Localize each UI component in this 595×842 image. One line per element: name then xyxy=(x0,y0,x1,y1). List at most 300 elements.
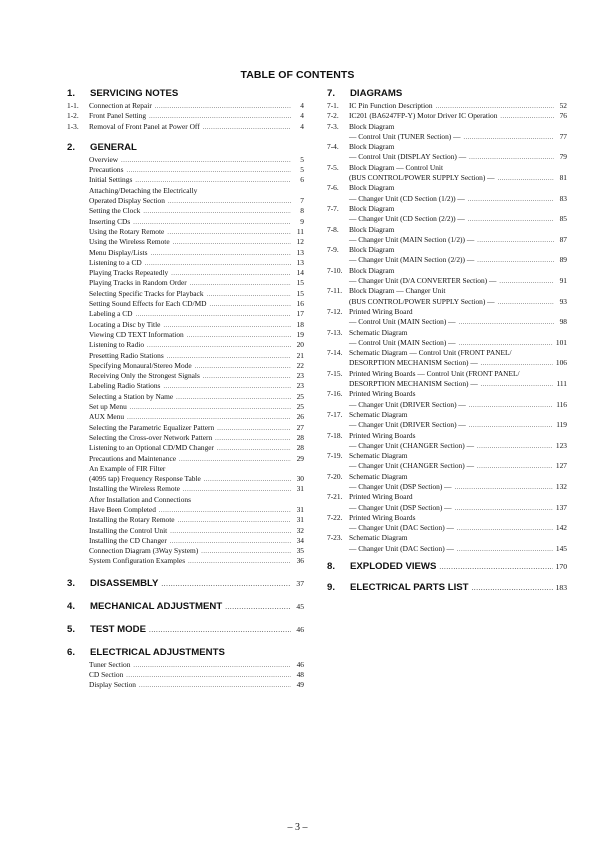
dot-leader xyxy=(130,403,291,413)
entry-title: — Changer Unit (CHANGER Section) — xyxy=(349,461,475,471)
toc-entry xyxy=(67,392,304,402)
entry-title: Schematic Diagram xyxy=(349,533,408,543)
entry-title: Schematic Diagram xyxy=(349,471,408,481)
entry-page: 19 xyxy=(296,329,304,339)
dot-leader xyxy=(168,197,291,207)
entry-title: Block Diagram xyxy=(349,142,395,152)
section-title: DIAGRAMS xyxy=(350,88,403,99)
entry-number: 1-3. xyxy=(67,121,79,131)
entry-page: 48 xyxy=(296,670,304,680)
entry-title: Playing Tracks in Random Order xyxy=(89,278,187,288)
entry-page: 25 xyxy=(296,391,304,401)
dot-leader xyxy=(155,102,291,112)
toc-entry xyxy=(327,358,567,368)
entry-page: 31 xyxy=(296,504,304,514)
dot-leader xyxy=(477,236,554,246)
toc-entry xyxy=(327,369,567,379)
entry-title: Labeling Radio Stations xyxy=(89,381,161,391)
entry-title: Block Diagram xyxy=(349,121,395,131)
entry-number: 7-15. xyxy=(327,368,343,378)
entry-page: 15 xyxy=(296,288,304,298)
toc-entry xyxy=(327,152,567,162)
entry-page: 20 xyxy=(296,340,304,350)
entry-title: (BUS CONTROL/POWER SUPPLY Section) — xyxy=(349,296,495,306)
entry-title: Attaching/Detaching the Electrically xyxy=(89,185,198,195)
toc-entry xyxy=(327,132,567,142)
toc-entry xyxy=(327,225,567,235)
dot-leader xyxy=(176,393,291,403)
entry-number: 7-6. xyxy=(327,183,339,193)
entry-page: 34 xyxy=(296,535,304,545)
toc-entry xyxy=(327,101,567,111)
entry-page: 127 xyxy=(555,461,567,471)
entry-number: 7-18. xyxy=(327,430,343,440)
entry-page: 116 xyxy=(556,399,567,409)
toc-entry xyxy=(67,268,304,278)
entry-page: 14 xyxy=(296,268,304,278)
entry-title: Printed Wiring Boards xyxy=(349,430,416,440)
entry-page: 101 xyxy=(555,337,567,347)
toc-entry xyxy=(327,431,567,441)
entry-title: Overview xyxy=(89,154,119,164)
entry-page: 29 xyxy=(296,453,304,463)
dot-leader xyxy=(215,434,291,444)
entry-number: 7-7. xyxy=(327,203,339,213)
toc-section xyxy=(327,87,567,554)
entry-title: Listening to a CD xyxy=(89,257,142,267)
entry-number: 7-3. xyxy=(327,121,339,131)
entry-page: 91 xyxy=(559,276,567,286)
entry-title: Playing Tracks Repeatedly xyxy=(89,268,169,278)
entry-page: 31 xyxy=(296,515,304,525)
toc-entry xyxy=(327,338,567,348)
entry-page: 87 xyxy=(559,234,567,244)
section-number: 9. xyxy=(327,582,336,594)
entry-title: Menu Display/Lists xyxy=(89,247,148,257)
toc-section xyxy=(67,600,304,614)
toc-entry xyxy=(327,255,567,265)
entry-number: 7-20. xyxy=(327,471,343,481)
entry-title: Using the Wireless Remote xyxy=(89,237,170,247)
entry-title: — Control Unit (MAIN Section) — xyxy=(349,317,456,327)
toc-entry xyxy=(327,533,567,543)
entry-title: Precautions xyxy=(89,165,124,175)
entry-number: 7-22. xyxy=(327,512,343,522)
entry-page: 119 xyxy=(556,420,567,430)
entry-title: Connection Diagram (3Way System) xyxy=(89,546,199,556)
entry-page: 98 xyxy=(559,317,567,327)
toc-entry xyxy=(327,503,567,513)
entry-page: 30 xyxy=(296,474,304,484)
toc-entry xyxy=(327,379,567,389)
entry-page: 25 xyxy=(296,402,304,412)
dot-leader xyxy=(187,331,291,341)
toc-entry xyxy=(67,122,304,132)
entry-page: 23 xyxy=(296,371,304,381)
entry-title: Block Diagram xyxy=(349,183,395,193)
section-page: 37 xyxy=(296,578,304,588)
entry-page: 15 xyxy=(296,278,304,288)
toc-entry xyxy=(67,495,304,505)
dot-leader xyxy=(457,524,553,534)
dot-leader xyxy=(161,577,291,591)
toc-entry xyxy=(67,351,304,361)
dot-leader xyxy=(439,560,552,574)
entry-title: Have Been Completed xyxy=(89,504,156,514)
dot-leader xyxy=(468,195,554,205)
toc-entry xyxy=(67,320,304,330)
entry-title: System Configuration Examples xyxy=(89,556,186,566)
entry-page: 5 xyxy=(300,154,304,164)
entry-title: Block Diagram xyxy=(349,224,395,234)
toc-entry xyxy=(67,412,304,422)
toc-entry xyxy=(67,536,304,546)
entry-title: — Changer Unit (CHANGER Section) — xyxy=(349,440,475,450)
entry-page: 31 xyxy=(296,484,304,494)
entry-title: Block Diagram — Changer Unit xyxy=(349,286,446,296)
dot-leader xyxy=(455,504,553,514)
dot-leader xyxy=(481,380,554,390)
entry-title: Front Panel Setting xyxy=(89,111,147,121)
section-page: 183 xyxy=(555,583,567,593)
toc-entry xyxy=(67,484,304,494)
entry-title: Setting the Clock xyxy=(89,206,141,216)
dot-leader xyxy=(203,372,291,382)
entry-title: Using the Rotary Remote xyxy=(89,226,165,236)
toc-entry xyxy=(327,451,567,461)
toc-entry xyxy=(327,163,567,173)
toc-entry xyxy=(67,556,304,566)
dot-leader xyxy=(190,279,291,289)
entry-title: — Changer Unit (CD Section (2/2)) — xyxy=(349,214,465,224)
toc-entry xyxy=(67,381,304,391)
entry-page: 6 xyxy=(300,175,304,185)
dot-leader xyxy=(468,215,554,225)
dot-leader xyxy=(209,300,291,310)
dot-leader xyxy=(195,362,291,372)
entry-page: 13 xyxy=(296,247,304,257)
entry-title: — Changer Unit (DAC Section) — xyxy=(349,543,454,553)
toc-entry xyxy=(327,111,567,121)
entry-number: 7-12. xyxy=(327,306,343,316)
entry-title: Labeling a CD xyxy=(89,309,133,319)
entry-title: Schematic Diagram xyxy=(349,451,408,461)
entry-page: 4 xyxy=(300,111,304,121)
section-number: 1. xyxy=(67,88,76,99)
entry-number: 1-2. xyxy=(67,111,79,121)
toc-entry xyxy=(67,186,304,196)
entry-title: Printed Wiring Board xyxy=(349,492,413,502)
entry-page: 28 xyxy=(296,443,304,453)
dot-leader xyxy=(151,249,291,259)
toc-entry xyxy=(67,371,304,381)
entry-title: DESORPTION MECHANISM Section) — xyxy=(349,358,478,368)
entry-title: Installing the CD Changer xyxy=(89,535,167,545)
entry-title: Listening to an Optional CD/MD Changer xyxy=(89,443,215,453)
dot-leader xyxy=(121,156,291,166)
entry-title: Setting Sound Effects for Each CD/MD xyxy=(89,299,207,309)
toc-entry xyxy=(67,515,304,525)
section-title: GENERAL xyxy=(90,141,137,153)
entry-page: 137 xyxy=(555,502,567,512)
entry-title: Schematic Diagram xyxy=(349,409,408,419)
dot-leader xyxy=(469,401,553,411)
toc-column-left xyxy=(67,87,304,691)
entry-title: CD Section xyxy=(89,670,124,680)
page-title: TABLE OF CONTENTS xyxy=(240,69,355,81)
toc-entry xyxy=(67,526,304,536)
toc-column-right xyxy=(327,87,567,595)
entry-page: 76 xyxy=(559,111,567,121)
entry-title: — Changer Unit (MAIN Section (1/2)) — xyxy=(349,234,475,244)
entry-page: 16 xyxy=(296,299,304,309)
entry-page: 123 xyxy=(555,440,567,450)
entry-title: Printed Wiring Boards xyxy=(349,389,416,399)
entry-page: 32 xyxy=(296,525,304,535)
dot-leader xyxy=(463,133,554,143)
toc-entry xyxy=(327,482,567,492)
entry-page: 93 xyxy=(559,296,567,306)
dot-leader xyxy=(469,153,554,163)
section-heading xyxy=(67,623,304,637)
entry-title: Inserting CDs xyxy=(89,216,131,226)
dot-leader xyxy=(201,547,291,557)
dot-leader xyxy=(477,462,553,472)
toc-entry xyxy=(67,433,304,443)
entry-title: Connection at Repair xyxy=(89,101,152,110)
entry-title: Operated Display Section xyxy=(89,196,165,206)
entry-page: 11 xyxy=(296,226,304,236)
toc-section xyxy=(67,577,304,591)
toc-entry xyxy=(327,245,567,255)
dot-leader xyxy=(457,545,553,555)
entry-title: Block Diagram xyxy=(349,245,395,255)
section-number: 6. xyxy=(67,646,76,658)
toc-entry xyxy=(327,441,567,451)
entry-page: 89 xyxy=(559,255,567,265)
toc-entry xyxy=(327,276,567,286)
toc-entry xyxy=(67,464,304,474)
dot-leader xyxy=(179,455,291,465)
entry-page: 79 xyxy=(559,152,567,162)
entry-page: 106 xyxy=(555,358,567,368)
section-number: 5. xyxy=(67,623,76,635)
entry-page: 145 xyxy=(555,543,567,553)
section-number: 4. xyxy=(67,600,76,612)
entry-number: 7-9. xyxy=(327,245,339,255)
entry-title: Viewing CD TEXT Information xyxy=(89,329,184,339)
dot-leader xyxy=(498,174,554,184)
toc-entry xyxy=(327,204,567,214)
entry-title: — Changer Unit (D/A CONVERTER Section) — xyxy=(349,276,497,286)
section-number: 2. xyxy=(67,141,76,153)
toc-section xyxy=(67,87,304,132)
section-heading xyxy=(67,646,304,660)
dot-leader xyxy=(139,681,291,691)
toc-entry xyxy=(67,165,304,175)
dot-leader xyxy=(217,424,291,434)
entry-title: — Changer Unit (MAIN Section (2/2)) — xyxy=(349,255,475,265)
entry-number: 7-10. xyxy=(327,265,343,275)
entry-title: — Control Unit (TUNER Section) — xyxy=(349,131,461,141)
entry-title: Printed Wiring Board xyxy=(349,306,413,316)
toc-entry xyxy=(67,546,304,556)
dot-leader xyxy=(170,527,291,537)
toc-entry xyxy=(67,175,304,185)
entry-title: Schematic Diagram xyxy=(349,327,408,337)
entry-number: 7-14. xyxy=(327,348,343,358)
entry-number: 7-19. xyxy=(327,451,343,461)
toc-entry xyxy=(67,155,304,165)
entry-title: Selecting a Station by Name xyxy=(89,391,174,401)
dot-leader xyxy=(183,485,291,495)
entry-page: 132 xyxy=(555,481,567,491)
toc-entry xyxy=(67,361,304,371)
dot-leader xyxy=(159,506,291,516)
toc-entry xyxy=(67,443,304,453)
entry-page: 12 xyxy=(296,237,304,247)
section-title: SERVICING NOTES xyxy=(90,88,179,99)
entry-number: 7-5. xyxy=(327,162,339,172)
entry-page: 83 xyxy=(559,193,567,203)
entry-page: 81 xyxy=(559,173,567,183)
toc-entry xyxy=(327,348,567,358)
entry-page: 52 xyxy=(559,101,567,110)
toc-entry xyxy=(327,389,567,399)
entry-title: Block Diagram — Control Unit xyxy=(349,162,444,172)
entry-page: 4 xyxy=(300,101,304,110)
toc-entry xyxy=(67,248,304,258)
dot-leader xyxy=(207,290,291,300)
toc-entry xyxy=(327,122,567,132)
entry-page: 13 xyxy=(296,257,304,267)
toc-entry xyxy=(327,266,567,276)
entry-page: 23 xyxy=(296,381,304,391)
dot-leader xyxy=(455,483,553,493)
toc-entry xyxy=(327,235,567,245)
dot-leader xyxy=(217,444,291,454)
entry-page: 77 xyxy=(559,131,567,141)
toc-entry xyxy=(67,660,304,670)
toc-entry xyxy=(67,670,304,680)
toc-entry xyxy=(67,101,304,111)
entry-page: 35 xyxy=(296,546,304,556)
toc-entry xyxy=(327,544,567,554)
toc-entry xyxy=(67,423,304,433)
dot-leader xyxy=(167,228,291,238)
entry-title: Selecting Specific Tracks for Playback xyxy=(89,288,204,298)
entry-title: — Changer Unit (DSP Section) — xyxy=(349,481,452,491)
section-page: 170 xyxy=(555,562,567,572)
entry-title: — Control Unit (DISPLAY Section) — xyxy=(349,152,467,162)
entry-page: 46 xyxy=(296,659,304,669)
toc-entry xyxy=(67,299,304,309)
toc-entry xyxy=(67,454,304,464)
section-page: 46 xyxy=(296,624,304,634)
entry-title: (4095 tap) Frequency Response Table xyxy=(89,474,201,484)
section-title: ELECTRICAL ADJUSTMENTS xyxy=(90,646,225,658)
entry-title: — Changer Unit (DAC Section) — xyxy=(349,523,454,533)
entry-title: Installing the Rotary Remote xyxy=(89,515,175,525)
section-title: DISASSEMBLY xyxy=(90,577,159,589)
section-title: EXPLODED VIEWS xyxy=(350,561,437,573)
section-number: 7. xyxy=(327,88,336,99)
entry-title: Precautions and Maintenance xyxy=(89,453,177,463)
toc-entry xyxy=(327,492,567,502)
toc-entry xyxy=(327,410,567,420)
section-heading xyxy=(67,141,304,155)
toc-section xyxy=(67,646,304,691)
dot-leader xyxy=(133,661,291,671)
toc-entry xyxy=(67,196,304,206)
toc-entry xyxy=(327,183,567,193)
entry-title: Installing the Control Unit xyxy=(89,525,168,535)
toc-section xyxy=(67,623,304,637)
entry-number: 7-2. xyxy=(327,111,339,121)
entry-number: 7-13. xyxy=(327,327,343,337)
toc-section xyxy=(67,141,304,567)
entry-title: Display Section xyxy=(89,680,137,690)
entry-title: Listening to Radio xyxy=(89,340,145,350)
dot-leader xyxy=(498,298,554,308)
toc-entry xyxy=(327,173,567,183)
toc-entry xyxy=(327,214,567,224)
entry-page: 142 xyxy=(555,523,567,533)
toc-entry xyxy=(67,680,304,690)
section-title: MECHANICAL ADJUSTMENT xyxy=(90,600,223,612)
toc-entry xyxy=(67,289,304,299)
entry-page: 18 xyxy=(296,319,304,329)
entry-title: After Installation and Connections xyxy=(89,494,192,504)
dot-leader xyxy=(149,623,291,637)
dot-leader xyxy=(477,256,554,266)
section-title: ELECTRICAL PARTS LIST xyxy=(350,582,469,594)
toc-entry xyxy=(327,328,567,338)
entry-number: 7-11. xyxy=(327,286,343,296)
entry-title: Tuner Section xyxy=(89,659,131,669)
toc-entry xyxy=(67,206,304,216)
entry-title: Receiving Only the Strongest Signals xyxy=(89,371,200,381)
entry-title: IC201 (BA6247FP-Y) Motor Driver IC Operation xyxy=(349,111,498,121)
toc-entry xyxy=(327,142,567,152)
dot-leader xyxy=(472,581,553,595)
toc-entry xyxy=(327,420,567,430)
dot-leader xyxy=(499,277,554,287)
toc-entry xyxy=(327,317,567,327)
entry-page: 28 xyxy=(296,432,304,442)
entry-page: 7 xyxy=(300,196,304,206)
entry-page: 26 xyxy=(296,412,304,422)
page-number: – 3 – xyxy=(287,822,308,833)
dot-leader xyxy=(500,112,554,122)
toc-entry xyxy=(67,309,304,319)
toc-entry xyxy=(327,307,567,317)
entry-title: — Changer Unit (DRIVER Section) — xyxy=(349,399,466,409)
entry-number: 7-21. xyxy=(327,492,343,502)
toc-entry xyxy=(67,227,304,237)
dot-leader xyxy=(126,671,291,681)
dot-leader xyxy=(477,442,553,452)
entry-page: 5 xyxy=(300,165,304,175)
entry-number: 7-17. xyxy=(327,409,343,419)
entry-number: 7-4. xyxy=(327,142,339,152)
toc-entry xyxy=(67,258,304,268)
toc-entry xyxy=(67,237,304,247)
dot-leader xyxy=(203,123,291,133)
toc-section xyxy=(327,581,567,595)
entry-page: 4 xyxy=(300,121,304,131)
toc-entry xyxy=(67,340,304,350)
